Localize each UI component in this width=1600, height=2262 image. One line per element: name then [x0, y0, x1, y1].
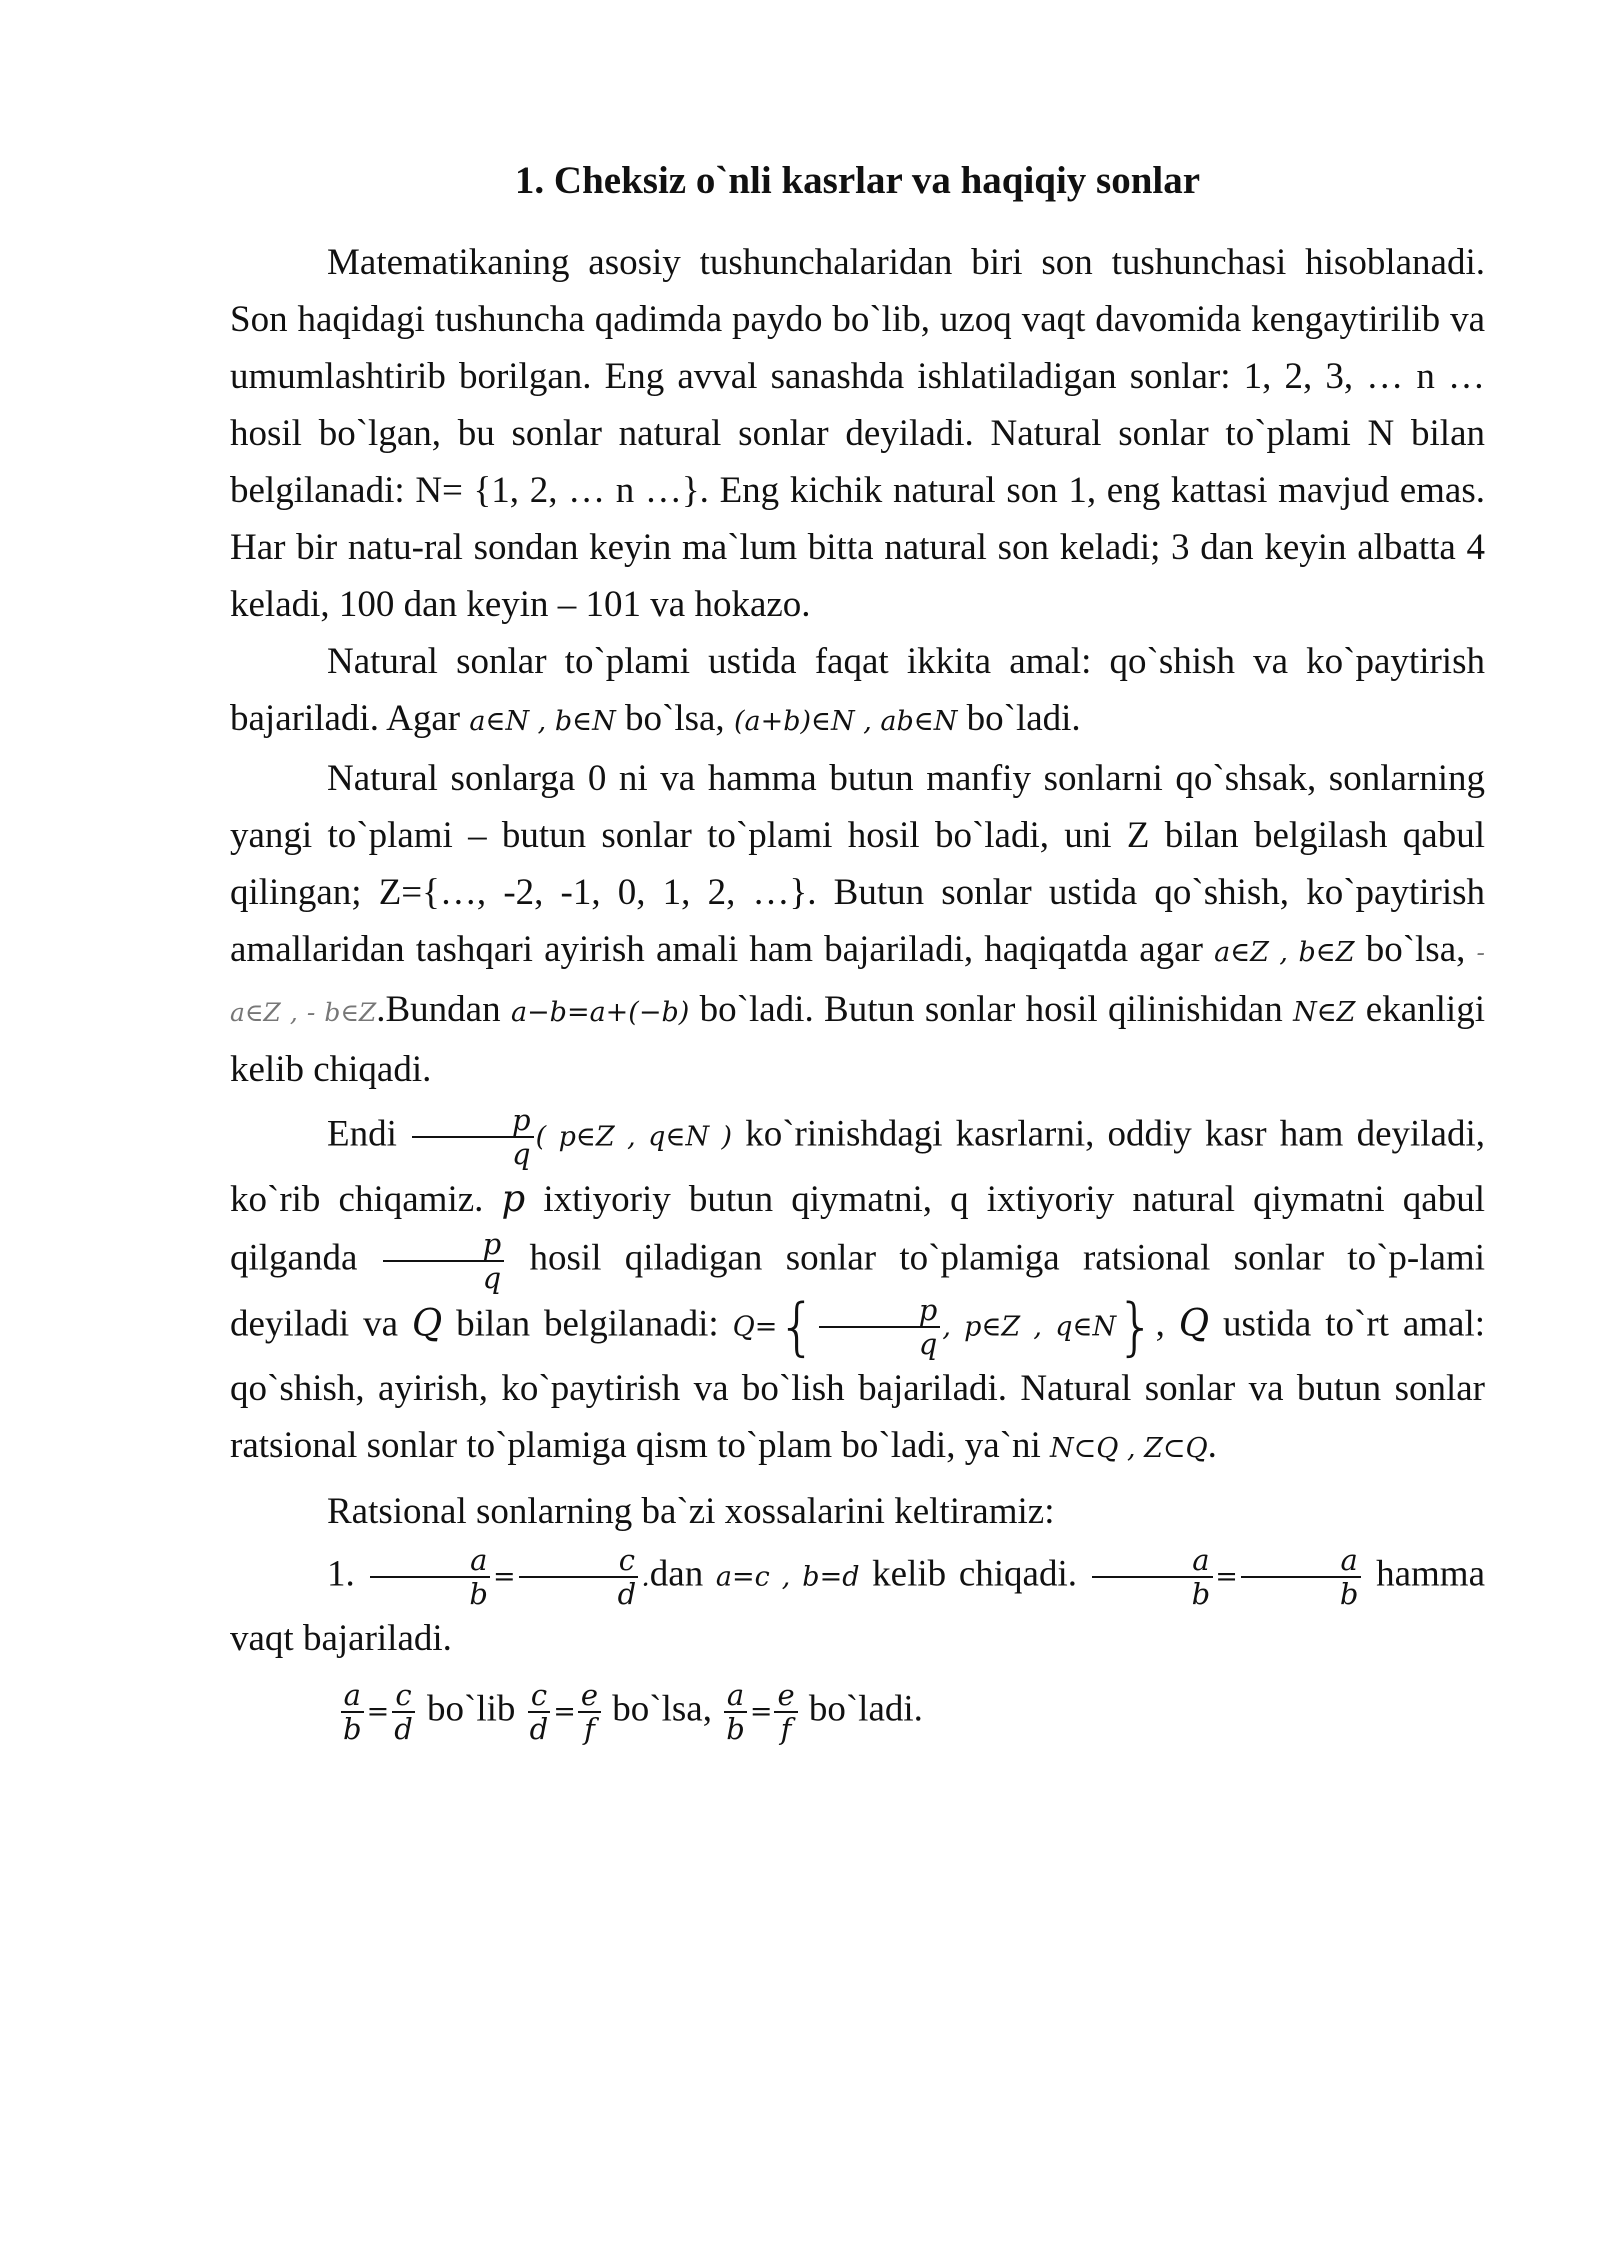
equals: = — [493, 1561, 516, 1593]
fraction-e-f-2 — [774, 1679, 797, 1745]
formula-q-symbol: Q — [411, 1301, 443, 1345]
denominator: f — [584, 1712, 595, 1746]
property-transitivity — [230, 1679, 1485, 1745]
numerator: e — [578, 1679, 601, 1713]
numerator: p — [412, 1104, 534, 1138]
denominator: d — [617, 1577, 637, 1611]
text: bo`lsa, — [603, 1688, 722, 1730]
fraction-a-b — [340, 1679, 365, 1745]
text: ixtiyoriy butun qiymatni, q ixtiyoriy natural qiymatni qabul qilganda — [230, 1179, 1486, 1279]
text: bo`lsa, — [1354, 929, 1477, 970]
formula-p: p — [501, 1177, 526, 1220]
text: bilan belgilanadi: — [442, 1303, 733, 1345]
text: bo`ladi. Butun sonlar hosil qilinishidan — [689, 989, 1294, 1030]
dot: . — [641, 1561, 650, 1593]
numerator: c — [519, 1544, 638, 1578]
numerator: c — [392, 1679, 414, 1713]
text: ekanligi kelib chiqadi. — [230, 989, 1485, 1090]
text: Natural sonlar to`plami ustida faqat ikkita amal: qo`shish va ko`paytirish bajariladi. Agar — [230, 641, 1485, 739]
paragraph-rationals — [230, 1104, 1485, 1477]
text: Natural sonlarga 0 ni va hamma butun manfiy sonlarni qo`shsak, sonlarning yangi to`plami – butun sonlar to`plami hosil bo`ladi, uni Z bilan belgilash qabul qilingan; Z={…, -2, -1, 0, 1, 2, …}. Butun sonlar ustida qo`shish, ko`paytirish amallaridan tashqari ayirish amali ham bajariladi, haqiqatda agar — [230, 758, 1485, 970]
paragraph-operations — [230, 633, 1485, 750]
denominator: b — [726, 1712, 745, 1746]
text: ustida to`rt amal: qo`shish, ayirish, ko`paytirish va bo`lish bajariladi. Natural sonlar va butun sonlar ratsional sonlar to`plamiga qism to`plam bo`ladi, ya`ni — [230, 1303, 1485, 1466]
text: kelib chiqadi. — [859, 1553, 1090, 1595]
denominator: q — [918, 1327, 938, 1361]
numerator: e — [774, 1679, 797, 1713]
denominator: b — [343, 1712, 362, 1746]
denominator: q — [482, 1261, 502, 1295]
fraction-c-d — [518, 1544, 640, 1610]
formula-neg-in-z: - a∈Z , - b∈Z — [230, 938, 1485, 1027]
formula-set-q: Q= — [732, 1311, 778, 1343]
numerator: a — [1241, 1544, 1361, 1578]
fraction-a-b — [369, 1544, 491, 1610]
formula-a-b-in-z: a∈Z , b∈Z — [1214, 937, 1355, 968]
text: bo`ladi. — [957, 698, 1081, 739]
denominator: b — [469, 1577, 488, 1611]
text: ko`rinishdagi kasrlarni, oddiy kasr ham deyiladi, ko`rib chiqamiz. — [230, 1113, 1486, 1220]
numerator: p — [383, 1228, 505, 1262]
formula-a-b-in-n: a∈N , b∈N — [469, 706, 616, 737]
equals: = — [1215, 1561, 1238, 1593]
fraction-a-b-2 — [1092, 1544, 1214, 1610]
paragraph-integers — [230, 750, 1485, 1098]
numerator: p — [819, 1294, 941, 1328]
formula-subtraction: a−b=a+(−b) — [510, 997, 690, 1028]
numerator: a — [1092, 1544, 1212, 1578]
document-page — [230, 150, 1485, 1745]
formula-set-conditions: , p∈Z , q∈N — [942, 1311, 1117, 1343]
paragraph-natural-numbers: Matematikaning asosiy tushunchalaridan biri son tushunchasi hisoblanadi. Son haqidagi tushuncha qadimda paydo bo`lib, uzoq vaqt davomida kengaytirilib va umumlashtirib borilgan. Eng avval sanashda ishlatiladigan sonlar: 1, 2, 3, … n … hosil bo`lgan, bu sonlar natural sonlar deyiladi. Natural sonlar to`plami N bilan belgilanadi: N= {1, 2, … n …}. Eng kichik natural son 1, eng kattasi mavjud emas. Har bir natu-ral sondan keyin ma`lum bitta natural son keladi; 3 dan keyin albatta 4 keladi, 100 dan keyin – 101 va hokazo. — [230, 242, 1485, 625]
text: Endi — [327, 1113, 411, 1155]
formula-a-c-b-d: a=c , b=d — [715, 1561, 860, 1593]
paragraph-properties-intro: Ratsional sonlarning ba`zi xossalarini keltiramiz: — [327, 1491, 1055, 1532]
equals: = — [749, 1696, 773, 1728]
fraction-a-b-4 — [723, 1679, 748, 1745]
fraction-p-q-2 — [383, 1228, 505, 1294]
text: bo`ladi. — [799, 1688, 923, 1730]
fraction-p-q — [412, 1104, 534, 1170]
fraction-a-b-3 — [1240, 1544, 1362, 1610]
equals: = — [366, 1696, 390, 1728]
denominator: d — [394, 1712, 413, 1746]
list-number: 1. — [327, 1553, 368, 1595]
text: hosil qiladigan sonlar to`plamiga ratsional sonlar to`p-lami deyiladi va — [230, 1237, 1485, 1345]
text: . — [1207, 1425, 1217, 1466]
numerator: a — [341, 1679, 364, 1713]
formula-q-symbol-2: Q — [1178, 1301, 1210, 1345]
numerator: a — [724, 1679, 747, 1713]
denominator: q — [512, 1137, 531, 1171]
formula-subsets: N⊂Q , Z⊂Q — [1049, 1433, 1208, 1464]
fraction-e-f — [578, 1679, 601, 1745]
text: bo`lib — [417, 1688, 525, 1730]
fraction-c-d-2 — [527, 1679, 552, 1745]
text: .Bundan — [376, 989, 511, 1030]
fraction-p-q-3 — [819, 1294, 941, 1360]
denominator: b — [1191, 1577, 1211, 1611]
formula-p-q-domain: ( p∈Z , q∈N ) — [535, 1121, 733, 1153]
property-1 — [230, 1544, 1485, 1667]
fraction-c-d — [391, 1679, 416, 1745]
brace-right: } — [1116, 1290, 1156, 1363]
section-title: 1. Cheksiz o`nli kasrlar va haqiqiy sonlar — [514, 159, 1201, 202]
text: hamma vaqt bajariladi. — [230, 1553, 1486, 1659]
denominator: d — [529, 1712, 549, 1746]
formula-n-in-z: N∈Z — [1293, 997, 1356, 1028]
denominator: b — [1339, 1577, 1359, 1611]
equals: = — [553, 1696, 576, 1728]
text: bo`lsa, — [615, 698, 734, 739]
numerator: c — [528, 1679, 550, 1713]
formula-sum-product-in-n: (a+b)∈N , ab∈N — [733, 706, 958, 737]
numerator: a — [370, 1544, 490, 1578]
text: , — [1155, 1303, 1179, 1345]
text: dan — [649, 1553, 716, 1595]
denominator: f — [780, 1712, 792, 1746]
brace-left: { — [777, 1290, 817, 1363]
